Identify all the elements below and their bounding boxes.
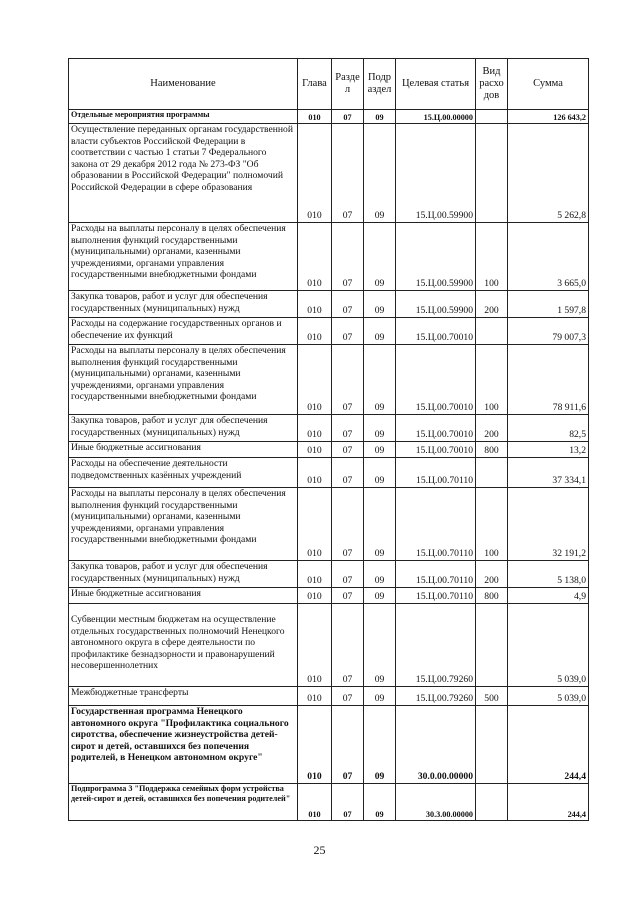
row-target: 15.Ц.00.59900 bbox=[396, 223, 476, 291]
row-name: Расходы на выплаты персоналу в целях обеспечения выполнения функций государственными (муниципальными) органами, казенными учреждениями, органами управления государственными внебюджетными фондами bbox=[69, 345, 298, 415]
header-subsection: Подр аздел bbox=[364, 59, 396, 110]
row-expense-type bbox=[476, 124, 508, 223]
row-name: Расходы на обеспечение деятельности подведомственных казённых учреждений bbox=[69, 458, 298, 488]
row-amount: 244,4 bbox=[508, 706, 589, 784]
header-target: Целевая статья bbox=[396, 59, 476, 110]
header-section: Разде л bbox=[332, 59, 364, 110]
row-subsection: 09 bbox=[364, 488, 396, 561]
row-chapter: 010 bbox=[298, 110, 332, 124]
header-name: Наименование bbox=[69, 59, 298, 110]
row-section: 07 bbox=[332, 442, 364, 458]
row-subsection: 09 bbox=[364, 291, 396, 318]
header-chapter: Глава bbox=[298, 59, 332, 110]
row-chapter: 010 bbox=[298, 784, 332, 821]
row-section: 07 bbox=[332, 588, 364, 604]
row-amount: 79 007,3 bbox=[508, 318, 589, 345]
row-subsection: 09 bbox=[364, 415, 396, 442]
row-target: 15.Ц.00.70010 bbox=[396, 442, 476, 458]
row-target: 15.Ц.00.59900 bbox=[396, 124, 476, 223]
row-expense-type bbox=[476, 458, 508, 488]
row-amount: 244,4 bbox=[508, 784, 589, 821]
row-chapter: 010 bbox=[298, 291, 332, 318]
row-expense-type bbox=[476, 110, 508, 124]
row-amount: 126 643,2 bbox=[508, 110, 589, 124]
row-section: 07 bbox=[332, 561, 364, 588]
table-row bbox=[69, 223, 589, 291]
row-expense-type: 100 bbox=[476, 345, 508, 415]
table-row bbox=[69, 110, 589, 124]
row-expense-type bbox=[476, 604, 508, 687]
row-target: 30.3.00.00000 bbox=[396, 784, 476, 821]
row-name: Осуществление переданных органам государственной власти субъектов Российской Федерации в соответствии с частью 1 статьи 7 Федерального закона от 29 декабря 2012 года № 273-ФЗ "Об образовании в Российской Федерации" полномочий Российской Федерации в сфере образования bbox=[69, 124, 298, 223]
budget-table bbox=[68, 58, 589, 821]
table-row bbox=[69, 318, 589, 345]
row-name: Иные бюджетные ассигнования bbox=[69, 442, 298, 458]
row-target: 15.Ц.00.79260 bbox=[396, 687, 476, 706]
row-target: 15.Ц.00.59900 bbox=[396, 291, 476, 318]
row-expense-type: 800 bbox=[476, 442, 508, 458]
table-row bbox=[69, 604, 589, 687]
row-subsection: 09 bbox=[364, 706, 396, 784]
row-amount: 5 039,0 bbox=[508, 687, 589, 706]
row-target: 15.Ц.00.70110 bbox=[396, 561, 476, 588]
row-chapter: 010 bbox=[298, 415, 332, 442]
row-expense-type bbox=[476, 706, 508, 784]
row-amount: 82,5 bbox=[508, 415, 589, 442]
row-name: Государственная программа Ненецкого автономного округа "Профилактика социального сиротства, обеспечение жизнеустройства детей-сирот и детей, оставшихся без попечения родителей, в Ненецком автономном округе" bbox=[69, 706, 298, 784]
row-expense-type: 100 bbox=[476, 488, 508, 561]
table-row bbox=[69, 124, 589, 223]
row-subsection: 09 bbox=[364, 561, 396, 588]
row-name: Межбюджетные трансферты bbox=[69, 687, 298, 706]
row-chapter: 010 bbox=[298, 706, 332, 784]
row-target: 15.Ц.00.70010 bbox=[396, 318, 476, 345]
row-target: 15.Ц.00.70010 bbox=[396, 415, 476, 442]
row-chapter: 010 bbox=[298, 604, 332, 687]
row-section: 07 bbox=[332, 124, 364, 223]
row-name: Субвенции местным бюджетам на осуществление отдельных государственных полномочий Ненецкого автономного округа в сфере деятельности по профилактике безнадзорности и правонарушений несовершеннолетних bbox=[69, 604, 298, 687]
row-subsection: 09 bbox=[364, 124, 396, 223]
row-subsection: 09 bbox=[364, 442, 396, 458]
row-expense-type: 200 bbox=[476, 415, 508, 442]
row-amount: 13,2 bbox=[508, 442, 589, 458]
row-target: 15.Ц.00.70110 bbox=[396, 488, 476, 561]
table-row bbox=[69, 588, 589, 604]
table-header-row bbox=[69, 59, 589, 110]
row-name: Подпрограмма 3 "Поддержка семейных форм устройства детей-сирот и детей, оставшихся без попечения родителей" bbox=[69, 784, 298, 821]
table-row bbox=[69, 442, 589, 458]
row-subsection: 09 bbox=[364, 223, 396, 291]
row-amount: 5 262,8 bbox=[508, 124, 589, 223]
table-row bbox=[69, 561, 589, 588]
table-row bbox=[69, 345, 589, 415]
row-expense-type: 200 bbox=[476, 561, 508, 588]
row-name: Закупка товаров, работ и услуг для обеспечения государственных (муниципальных) нужд bbox=[69, 415, 298, 442]
row-name: Расходы на выплаты персоналу в целях обеспечения выполнения функций государственными (муниципальными) органами, казенными учреждениями, органами управления государственными внебюджетными фондами bbox=[69, 223, 298, 291]
row-expense-type: 800 bbox=[476, 588, 508, 604]
row-section: 07 bbox=[332, 488, 364, 561]
page-number: 25 bbox=[313, 843, 326, 857]
row-chapter: 010 bbox=[298, 458, 332, 488]
row-target: 15.Ц.00.00000 bbox=[396, 110, 476, 124]
row-amount: 78 911,6 bbox=[508, 345, 589, 415]
row-chapter: 010 bbox=[298, 318, 332, 345]
row-amount: 4,9 bbox=[508, 588, 589, 604]
row-section: 07 bbox=[332, 345, 364, 415]
row-name: Расходы на содержание государственных органов и обеспечение их функций bbox=[69, 318, 298, 345]
row-section: 07 bbox=[332, 604, 364, 687]
row-chapter: 010 bbox=[298, 687, 332, 706]
row-amount: 5 039,0 bbox=[508, 604, 589, 687]
row-target: 15.Ц.00.79260 bbox=[396, 604, 476, 687]
row-section: 07 bbox=[332, 784, 364, 821]
row-subsection: 09 bbox=[364, 318, 396, 345]
row-chapter: 010 bbox=[298, 561, 332, 588]
row-chapter: 010 bbox=[298, 442, 332, 458]
row-subsection: 09 bbox=[364, 687, 396, 706]
row-expense-type: 500 bbox=[476, 687, 508, 706]
table-row bbox=[69, 687, 589, 706]
row-subsection: 09 bbox=[364, 458, 396, 488]
row-amount: 32 191,2 bbox=[508, 488, 589, 561]
row-amount: 5 138,0 bbox=[508, 561, 589, 588]
row-section: 07 bbox=[332, 291, 364, 318]
row-amount: 3 665,0 bbox=[508, 223, 589, 291]
row-name: Иные бюджетные ассигнования bbox=[69, 588, 298, 604]
row-subsection: 09 bbox=[364, 345, 396, 415]
table-row bbox=[69, 488, 589, 561]
row-amount: 1 597,8 bbox=[508, 291, 589, 318]
header-expense-type: Вид расхо дов bbox=[476, 59, 508, 110]
row-chapter: 010 bbox=[298, 588, 332, 604]
row-chapter: 010 bbox=[298, 345, 332, 415]
row-name: Закупка товаров, работ и услуг для обеспечения государственных (муниципальных) нужд bbox=[69, 561, 298, 588]
table-row bbox=[69, 458, 589, 488]
row-target: 30.0.00.00000 bbox=[396, 706, 476, 784]
table-row bbox=[69, 415, 589, 442]
row-section: 07 bbox=[332, 415, 364, 442]
row-expense-type bbox=[476, 318, 508, 345]
row-subsection: 09 bbox=[364, 588, 396, 604]
row-name: Закупка товаров, работ и услуг для обеспечения государственных (муниципальных) нужд bbox=[69, 291, 298, 318]
table-row bbox=[69, 291, 589, 318]
row-chapter: 010 bbox=[298, 124, 332, 223]
row-section: 07 bbox=[332, 110, 364, 124]
row-section: 07 bbox=[332, 458, 364, 488]
row-section: 07 bbox=[332, 223, 364, 291]
row-subsection: 09 bbox=[364, 784, 396, 821]
row-target: 15.Ц.00.70010 bbox=[396, 345, 476, 415]
table-row bbox=[69, 706, 589, 784]
row-section: 07 bbox=[332, 687, 364, 706]
row-name: Отдельные мероприятия программы bbox=[69, 110, 298, 124]
header-amount: Сумма bbox=[508, 59, 589, 110]
row-expense-type: 100 bbox=[476, 223, 508, 291]
row-target: 15.Ц.00.70110 bbox=[396, 588, 476, 604]
row-expense-type: 200 bbox=[476, 291, 508, 318]
row-expense-type bbox=[476, 784, 508, 821]
row-name: Расходы на выплаты персоналу в целях обеспечения выполнения функций государственными (муниципальными) органами, казенными учреждениями, органами управления государственными внебюджетными фондами bbox=[69, 488, 298, 561]
row-chapter: 010 bbox=[298, 488, 332, 561]
row-section: 07 bbox=[332, 706, 364, 784]
row-chapter: 010 bbox=[298, 223, 332, 291]
table-row bbox=[69, 784, 589, 821]
row-subsection: 09 bbox=[364, 604, 396, 687]
row-section: 07 bbox=[332, 318, 364, 345]
row-amount: 37 334,1 bbox=[508, 458, 589, 488]
row-subsection: 09 bbox=[364, 110, 396, 124]
row-target: 15.Ц.00.70110 bbox=[396, 458, 476, 488]
